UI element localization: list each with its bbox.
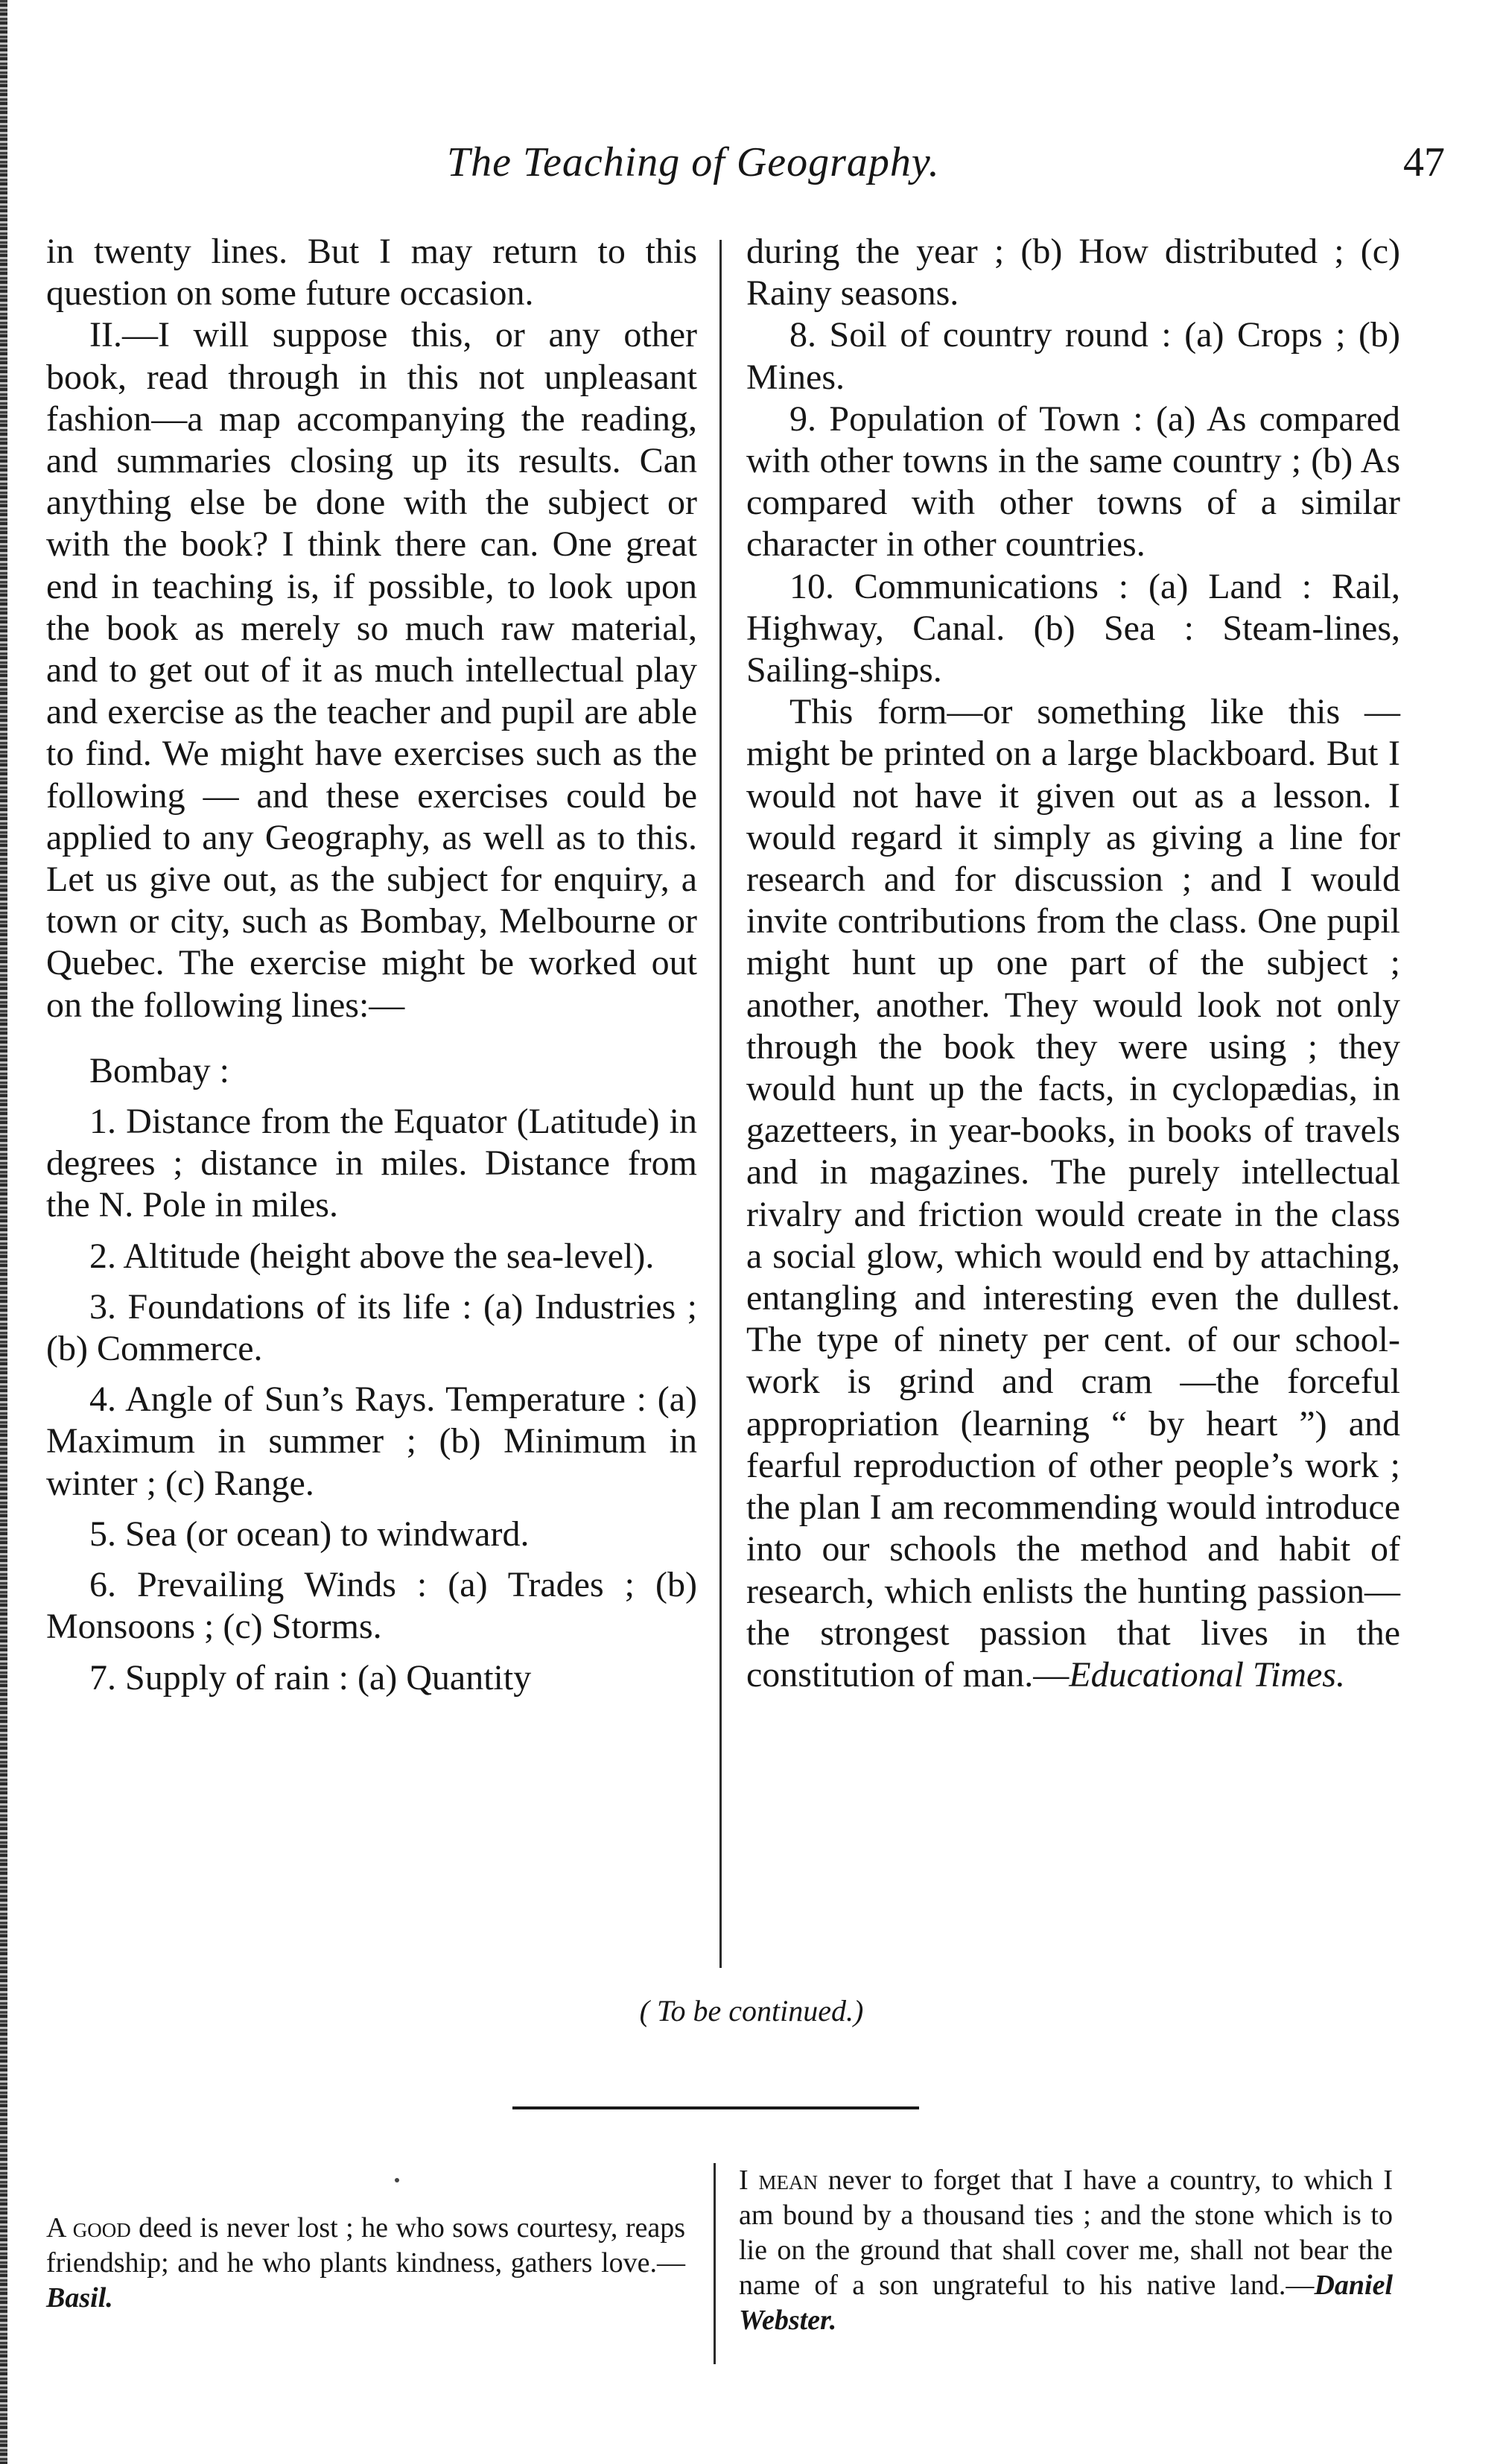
page-number: 47 [1403,139,1445,185]
list-item: 7. Supply of rain : (a) Quantity [89,1657,532,1698]
list-item: 2. Altitude (height above the sea-level). [89,1236,655,1276]
left-column [46,231,697,1699]
list-item-continuation: during the year ; (b) How distributed ; (c) Rainy seasons. [746,232,1400,314]
quote-text: deed is never lost ; he who sows courtesy, reaps friendship; and he who plants kindness, gathers love.— [46,2212,685,2279]
quote-text: never to forget that I have a country, to which I am bound by a thousand ties ; and the stone which is to lie on the ground that shall cover me, shall not bear the name of a son ungrateful to his native land.— [739,2165,1393,2301]
right-column [746,231,1400,1696]
list-item: 8. Soil of country round : (a) Crops ; (b) Mines. [746,315,1400,397]
list-item: 3. Foundations of its life : (a) Industries ; (b) Commerce. [46,1286,697,1369]
paragraph-section-two: II.—I will suppose this, or any other book, read through in this not unpleasant fashion—a map accompanying the reading, and summaries closing up its results. Can anything else be done with the subject or with the book? I think there can. One great end in teaching is, if possible, to look upon the book as merely so much raw material, and to get out of it as much intellectual play and exercise as the teacher and pupil are able to find. We might have exercises such as the following — and these exercises could be applied to any Geography, as well as to this. Let us give out, as the subject for enquiry, a town or city, such as Bombay, Melbourne or Quebec. The exercise might be worked out on the following lines:— [46,315,697,1025]
quote-author: Basil. [46,2282,113,2314]
quote-author: Daniel Webster. [739,2270,1393,2336]
quote-lead-words: I mean [739,2165,818,2196]
running-title: The Teaching of Geography. [447,139,940,185]
list-item: 1. Distance from the Equator (Latitude) in degrees ; distance in miles. Distance from the N. Pole in miles. [46,1102,697,1225]
quote-webster [739,2163,1393,2338]
section-divider [512,2106,919,2109]
quote-basil [46,2211,685,2316]
printer-mark [395,2178,399,2182]
list-item: 4. Angle of Sun’s Rays. Temperature : (a) Maximum in summer ; (b) Minimum in winter ; (c) Range. [46,1379,697,1503]
paragraph-body-text: This form—or something like this —might be printed on a large blackboard. But I would not have it given out as a lesson. I would regard it simply as giving a line for research and for discussion ; and I would invite contributions from the class. One pupil might hunt up one part of the subject ; another, another. They would look not only through the book they were using ; they would hunt up the facts, in cyclopædias, in gazetteers, in year-books, in books of travels and in magazines. The purely intellectual rivalry and friction would create in the class a social glow, which would end by attaching, entangling and interesting even the dullest. The type of ninety per cent. of our school-work is grind and cram —the forceful appropriation (learning “ by heart ”) and fearful reproduction of other people’s work ; the plan I am recommending would introduce into our schools the method and habit of research, which enlists the hunting passion—the strongest passion that lives in the constitution of man.— [746,692,1400,1695]
paragraph-body [746,691,1400,1696]
scanned-page-edge [0,0,7,2464]
paragraph-continuation: in twenty lines. But I may return to this question on some future occasion. [46,232,697,314]
list-item: 9. Population of Town : (a) As compared with other towns in the same country ; (b) As compared with other towns of a similar character in other countries. [746,399,1400,565]
page-header [45,139,1445,198]
list-item: 6. Prevailing Winds : (a) Trades ; (b) Monsoons ; (c) Storms. [46,1565,697,1647]
column-divider [719,240,722,1968]
quote-lead-words: A good [46,2212,131,2244]
source-citation: Educational Times. [1069,1654,1345,1695]
to-be-continued-note: ( To be continued.) [639,1994,864,2028]
list-heading: Bombay : [89,1050,229,1090]
list-item: 10. Communications : (a) Land : Rail, Highway, Canal. (b) Sea : Steam-lines, Sailing-ships. [746,566,1400,690]
list-item: 5. Sea (or ocean) to windward. [89,1514,530,1554]
quote-divider [714,2163,716,2364]
